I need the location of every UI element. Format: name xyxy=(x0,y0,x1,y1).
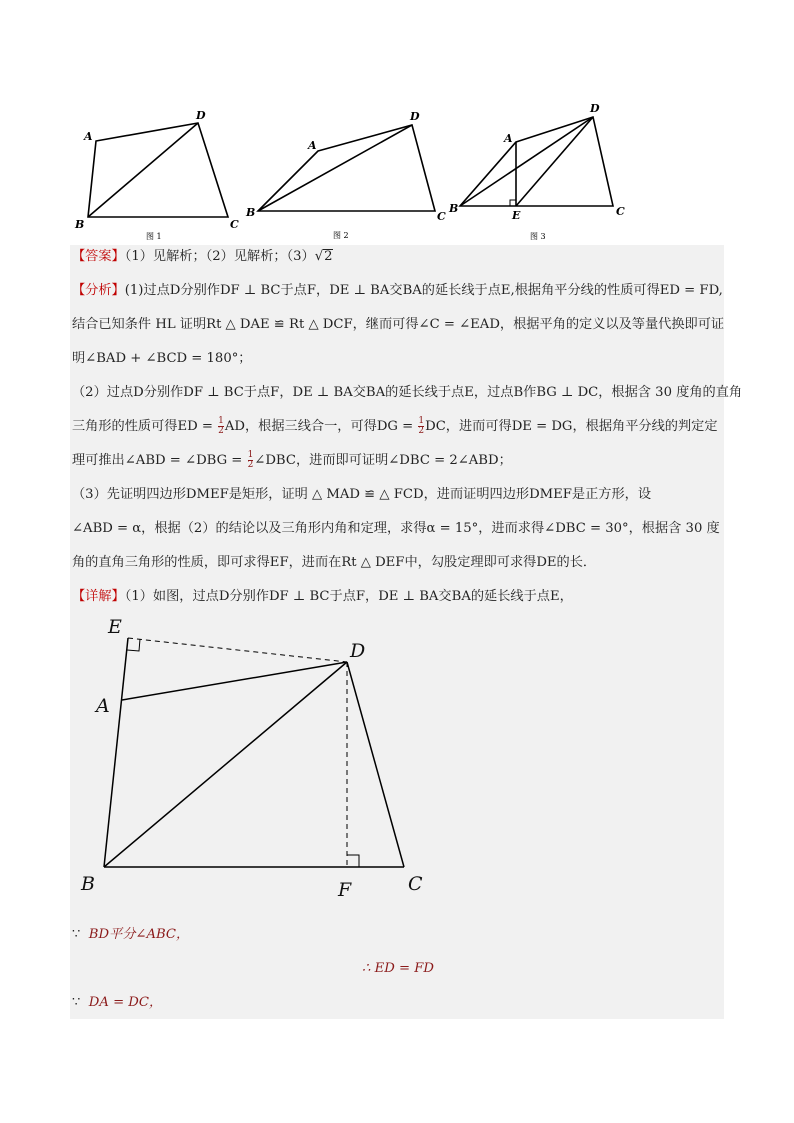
analysis-line-2 xyxy=(70,313,724,337)
sqrt-value: 2 xyxy=(324,249,333,264)
detail-label-d: D xyxy=(350,640,366,662)
fig1-label-d: D xyxy=(196,109,206,122)
fig2-label-d: D xyxy=(410,110,420,123)
detail-figure-svg xyxy=(70,609,724,921)
analysis-p3-l3: 角的直角三角形的性质，即可求得EF，进而在Rt △ DEF中，勾股定理即可求得DE的长． xyxy=(72,555,597,570)
fig3-label-a: A xyxy=(504,132,513,145)
detail-label-f: F xyxy=(338,879,352,901)
detail-label-a: A xyxy=(96,695,110,717)
solution-content xyxy=(70,245,743,1019)
fig3-label-e: E xyxy=(512,209,521,222)
frac-den: 2 xyxy=(247,460,254,470)
answer-tag: 【答案】 xyxy=(72,249,125,264)
segment-bd xyxy=(104,662,347,867)
answer-text: （1）见解析；（2）见解析；（3） xyxy=(124,249,315,264)
frac-num: 1 xyxy=(247,450,254,460)
fig3-label-d: D xyxy=(590,102,600,115)
analysis-p1-l3: 明∠BAD + ∠BCD = 180°； xyxy=(72,351,252,366)
fig2-label-c: C xyxy=(437,210,446,223)
analysis-line-6 xyxy=(70,449,724,473)
analysis-line-3 xyxy=(70,347,724,371)
detail-step-2-text: ∴ ED = FD xyxy=(362,961,434,976)
analysis-p3-l1: （3）先证明四边形DMEF是矩形，证明 △ MAD ≌ △ FCD，进而证明四边形DMEF是正方形，设 xyxy=(72,487,652,502)
detail-step-2 xyxy=(70,957,724,981)
right-angle-e xyxy=(127,639,140,651)
figures-svg xyxy=(70,100,724,245)
frac-num: 1 xyxy=(218,416,224,426)
fig2-label-b: B xyxy=(246,206,256,219)
analysis-line-7 xyxy=(70,483,724,507)
fig2-diagonal xyxy=(258,125,412,211)
analysis-p2-l1: （2）过点D分别作DF ⊥ BC于点F，DE ⊥ BA交BA的延长线于点E，过点B作BG ⊥ DC，根据含 30 度角的直角 xyxy=(72,385,743,400)
fig1-label-c: C xyxy=(230,218,239,231)
fig1-diagonal xyxy=(88,123,198,217)
frac-den: 2 xyxy=(418,426,425,436)
fig1-caption: 图 1 xyxy=(146,232,162,241)
dashed-ed xyxy=(128,638,347,662)
detail-tag: 【详解】 xyxy=(72,589,125,604)
detail-figure xyxy=(70,609,724,921)
analysis-p2-l2b: AD，根据三线合一，可得DG = xyxy=(224,419,418,434)
analysis-p2-l2c: DC，进而可得DE = DG，根据角平分线的判定定 xyxy=(425,419,718,434)
fig2-quadrilateral xyxy=(258,125,435,211)
fig2-caption: 图 2 xyxy=(333,231,349,240)
answer-line xyxy=(70,245,724,269)
fig3-caption: 图 3 xyxy=(530,232,546,241)
detail-label-e: E xyxy=(108,616,122,638)
fig1-label-a: A xyxy=(84,130,93,143)
analysis-p2-l2a: 三角形的性质可得ED = xyxy=(72,419,218,434)
analysis-p1-l2: 结合已知条件 HL 证明Rt △ DAE ≌ Rt △ DCF，继而可得∠C = ∠EAD，根据平角的定义以及等量代换即可证 xyxy=(72,317,725,332)
frac-den: 2 xyxy=(218,426,224,436)
analysis-line-8 xyxy=(70,517,724,541)
fraction-half-3 xyxy=(248,451,254,470)
segment-dc xyxy=(347,662,404,867)
analysis-line-5 xyxy=(70,415,724,439)
fig3-quadrilateral xyxy=(460,117,613,206)
right-angle-f xyxy=(347,855,359,867)
fig2-label-a: A xyxy=(308,139,317,152)
detail-step-1-text: BD平分∠ABC， xyxy=(88,927,190,942)
detail-p1: （1）如图，过点D分别作DF ⊥ BC于点F，DE ⊥ BA交BA的延长线于点E， xyxy=(124,589,573,604)
fig1-label-b: B xyxy=(75,218,85,231)
fig3-label-c: C xyxy=(616,205,625,218)
fig1-quadrilateral xyxy=(88,123,228,217)
detail-step-1 xyxy=(70,921,724,947)
because-mark-1: ∵ xyxy=(72,927,81,942)
detail-step-3-text: DA = DC， xyxy=(88,995,163,1010)
fig3-right-angle-mark xyxy=(510,200,516,206)
top-figures xyxy=(70,100,724,245)
because-mark-2: ∵ xyxy=(72,995,81,1010)
analysis-p1-l1: (1)过点D分别作DF ⊥ BC于点F，DE ⊥ BA交BA的延长线于点E,根据角平分线的性质可得ED = FD, xyxy=(124,283,723,298)
analysis-p2-l3b: ∠DBC，进而即可证明∠DBC = 2∠ABD； xyxy=(254,453,512,468)
detail-line-1 xyxy=(70,585,724,609)
detail-label-b: B xyxy=(81,873,95,895)
detail-label-c: C xyxy=(408,873,423,895)
frac-num: 1 xyxy=(418,416,425,426)
sqrt-symbol: √ xyxy=(314,249,324,264)
segment-eb xyxy=(104,638,128,867)
analysis-line-1 xyxy=(70,279,724,303)
analysis-line-4 xyxy=(70,381,743,405)
analysis-tag: 【分析】 xyxy=(72,283,125,298)
fraction-half-2 xyxy=(418,417,424,436)
detail-step-3 xyxy=(70,991,724,1019)
fraction-half-1 xyxy=(218,417,224,436)
analysis-p2-l3a: 理可推出∠ABD = ∠DBG = xyxy=(72,453,247,468)
segment-ad xyxy=(122,662,347,700)
fig3-label-b: B xyxy=(449,202,459,215)
analysis-line-9 xyxy=(70,551,724,575)
analysis-p3-l2: ∠ABD = α，根据（2）的结论以及三角形内角和定理，求得α = 15°，进而求得∠DBC = 30°，根据含 30 度 xyxy=(72,521,720,536)
